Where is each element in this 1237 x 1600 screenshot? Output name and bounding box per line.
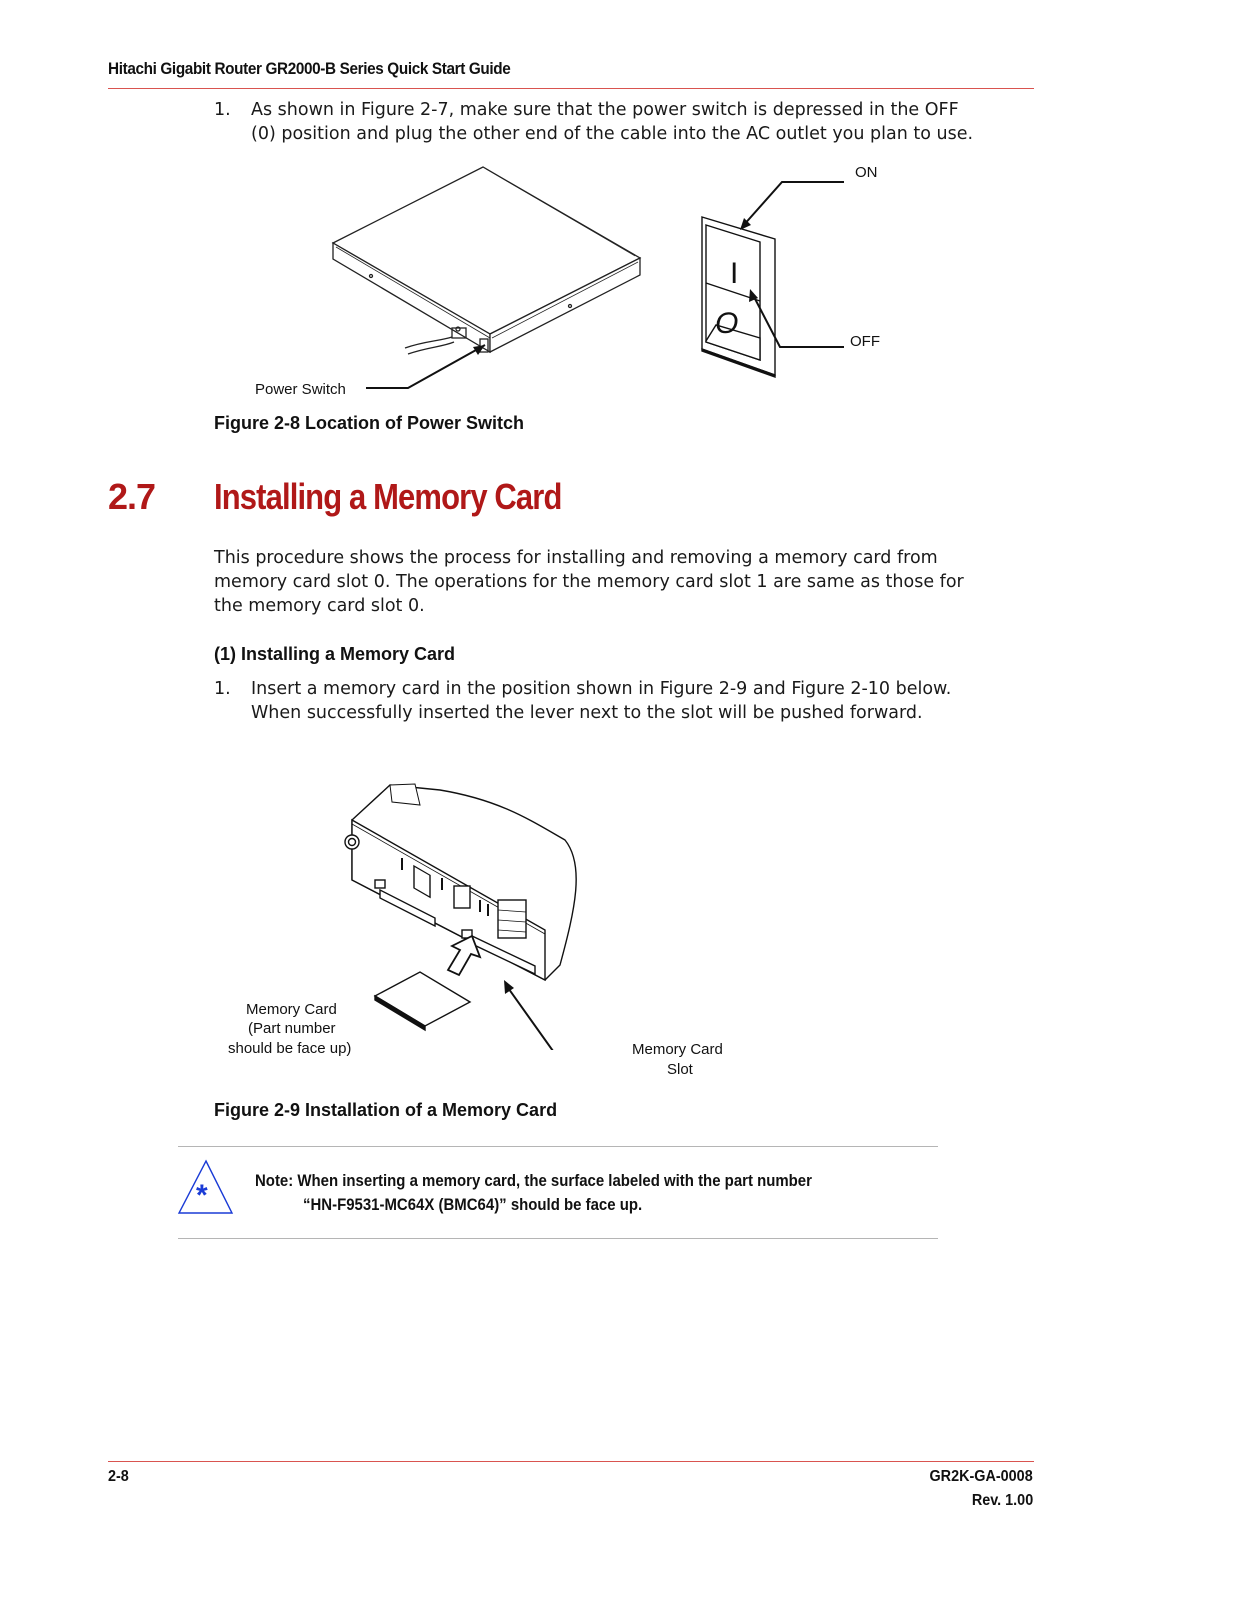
note-asterisk-triangle-icon <box>176 1158 236 1216</box>
power-switch-callout <box>366 345 485 388</box>
section-number: 2.7 <box>108 476 156 517</box>
step-number: 1. <box>214 100 231 120</box>
label-memory-card: Memory Card <box>246 1001 337 1018</box>
label-memory-card: (Part number <box>248 1020 336 1037</box>
intro-line: the memory card slot 0. <box>214 596 425 616</box>
step-line: Insert a memory card in the position shown in Figure 2-9 and Figure 2-10 below. <box>251 679 952 699</box>
memory-card-drawing <box>375 972 470 1030</box>
label-power-switch: Power Switch <box>255 381 346 398</box>
label-on: ON <box>855 164 878 181</box>
note-line: “HN-F9531-MC64X (BMC64)” should be face up. <box>303 1195 643 1214</box>
memory-card-figure <box>330 780 750 1050</box>
footer-rule <box>108 1461 1034 1462</box>
switch-on-glyph: I <box>730 257 739 290</box>
svg-text:*: * <box>196 1179 208 1212</box>
header-rule <box>108 88 1034 89</box>
page-number: 2-8 <box>108 1468 129 1485</box>
section-title: Installing a Memory Card <box>214 476 562 517</box>
step-line: (0) position and plug the other end of the cable into the AC outlet you plan to use. <box>251 124 974 144</box>
step-line: When successfully inserted the lever next to the slot will be pushed forward. <box>251 703 923 723</box>
insert-step <box>214 677 1044 727</box>
label-memory-card: should be face up) <box>228 1040 352 1057</box>
running-header: Hitachi Gigabit Router GR2000-B Series Quick Start Guide <box>108 59 511 78</box>
slot-callout <box>504 980 630 1050</box>
note-top-rule <box>178 1146 938 1147</box>
intro-line: This procedure shows the process for installing and removing a memory card from <box>214 548 938 568</box>
rocker-switch-drawing <box>702 217 775 377</box>
step-line: As shown in Figure 2-7, make sure that the power switch is depressed in the OFF <box>251 100 959 120</box>
on-callout <box>740 182 844 230</box>
switch-off-glyph: O <box>715 307 739 340</box>
router-chassis-drawing <box>333 167 640 354</box>
step-number: 1. <box>214 679 231 699</box>
label-memory-card-slot: Slot <box>667 1061 693 1078</box>
revision: Rev. 1.00 <box>971 1492 1033 1509</box>
subsection-heading: (1) Installing a Memory Card <box>214 644 456 664</box>
label-memory-card-slot: Memory Card <box>632 1041 723 1058</box>
intro-line: memory card slot 0. The operations for the memory card slot 1 are same as those for <box>214 572 964 592</box>
power-switch-figure <box>230 155 930 405</box>
note-line: Note: When inserting a memory card, the surface labeled with the part number <box>255 1171 812 1190</box>
figure-2-8-caption: Figure 2-8 Location of Power Switch <box>214 413 525 433</box>
power-step <box>214 98 1044 148</box>
document-id: GR2K-GA-0008 <box>929 1468 1033 1485</box>
figure-2-9-caption: Figure 2-9 Installation of a Memory Card <box>214 1100 558 1120</box>
note-bottom-rule <box>178 1238 938 1239</box>
label-off: OFF <box>850 333 880 350</box>
